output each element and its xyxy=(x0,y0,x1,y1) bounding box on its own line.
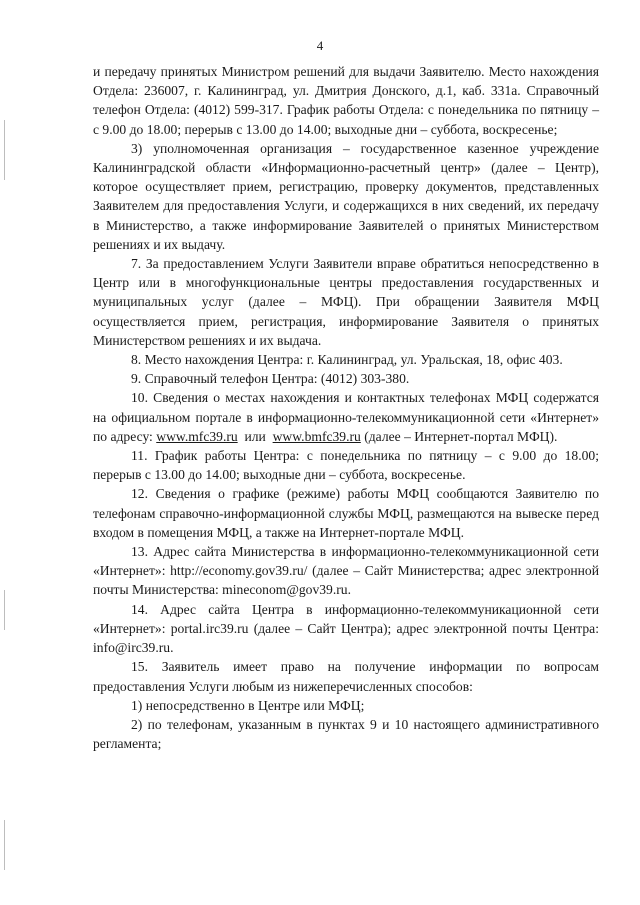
document-body xyxy=(93,62,599,753)
paragraph-7: 7. За предоставлением Услуги Заявители вправе обратиться непосредственно в Центр или в многофункциональные центры предоставления государственных и муниципальных услуг (далее – МФЦ). При обращении Заявителя МФЦ осуществляется прием, регистрация, информирование Заявителя о принятых Министерством решениях и их выдача. xyxy=(93,256,599,348)
paragraph-10-text: 10. Сведения о местах нахождения и контактных телефонах МФЦ содержатся на официальном портале в информационно-телекоммуникационной сети «Интернет» по адресу: xyxy=(93,390,599,444)
bmfc39-link[interactable]: www.bmfc39.ru xyxy=(272,428,361,444)
scan-margin-mark xyxy=(4,120,5,180)
paragraph-item-3: 3) уполномоченная организация – государственное казенное учреждение Калининградской области «Информационно-расчетный центр» (далее – Центр), которое осуществляет прием, регистрацию, проверку документов, представленных Заявителем для предоставления Услуги, и содержащихся в них сведений, их передачу в Министерство, а также информирование Заявителей о принятых Министерством решениях и их выдачу. xyxy=(93,140,599,252)
paragraph-9: 9. Справочный телефон Центра: (4012) 303-380. xyxy=(131,371,410,387)
paragraph-8: 8. Место нахождения Центра: г. Калининград, ул. Уральская, 18, офис 403. xyxy=(131,352,563,368)
paragraph-14: 14. Адрес сайта Центра в информационно-телекоммуникационной сети «Интернет»: portal.irc39.ru (далее – Сайт Центра); адрес электронной почты Центра: info@irc39.ru. xyxy=(93,601,599,656)
paragraph-15-item-1: 1) непосредственно в Центре или МФЦ; xyxy=(131,697,365,713)
paragraph-continuation: и передачу принятых Министром решений для выдачи Заявителю. Место нахождения Отдела: 236007, г. Калининград, ул. Дмитрия Донского, д.1, каб. 331а. Справочный телефон Отдела: (4012) 599-317. График работы Отдела: с понедельника по пятницу – с 9.00 до 18.00; перерыв с 13.00 до 14.00; выходные дни – суббота, воскресенье; xyxy=(93,64,599,137)
paragraph-15: 15. Заявитель имеет право на получение информации по вопросам предоставления Услуги любым из нижеперечисленных способов: xyxy=(93,659,599,694)
paragraph-11: 11. График работы Центра: с понедельника по пятницу – с 9.00 до 18.00; перерыв с 13.00 до 14.00; выходные дни – суббота, воскресенье. xyxy=(93,448,599,483)
paragraph-10-tail: (далее – Интернет-портал МФЦ). xyxy=(360,428,558,444)
paragraph-12: 12. Сведения о графике (режиме) работы МФЦ сообщаются Заявителю по телефонам справочно-информационной службы МФЦ, размещаются на вывеске перед входом в помещения МФЦ, а также на Интернет-портале МФЦ. xyxy=(93,486,599,540)
scan-margin-mark xyxy=(4,820,5,870)
scan-margin-mark xyxy=(4,590,5,630)
paragraph-10 xyxy=(93,388,599,446)
mfc39-link[interactable]: www.mfc39.ru xyxy=(156,428,238,444)
paragraph-13: 13. Адрес сайта Министерства в информационно-телекоммуникационной сети «Интернет»: http://economy.gov39.ru/ (далее – Сайт Министерства; адрес электронной почты Министерства: mineconom@gov39.ru. xyxy=(93,544,599,598)
page-number: 4 xyxy=(316,38,324,53)
paragraph-15-item-2: 2) по телефонам, указанным в пунктах 9 и 10 настоящего административного регламента; xyxy=(93,716,599,752)
paragraph-10-or: или xyxy=(237,428,273,444)
